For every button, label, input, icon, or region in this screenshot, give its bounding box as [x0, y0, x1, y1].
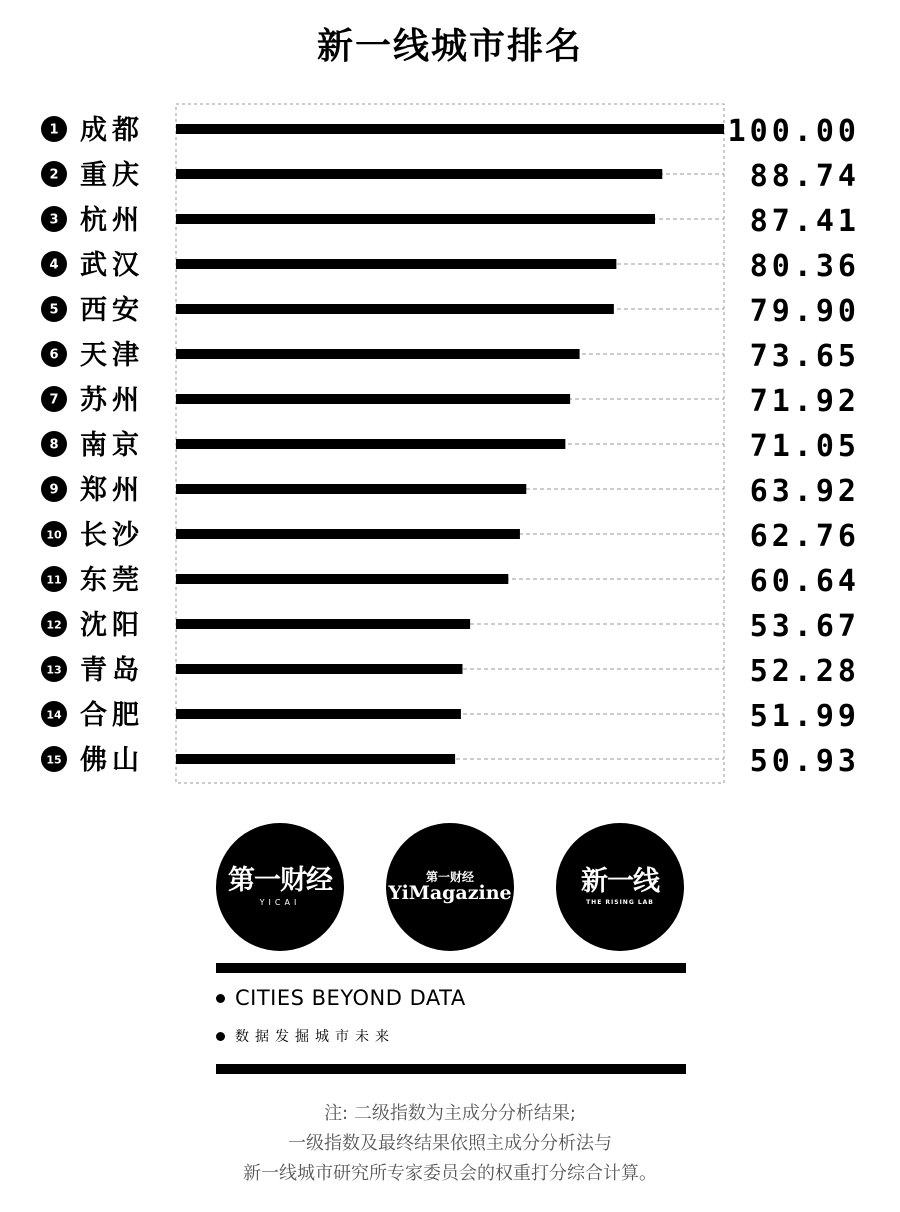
value-label: 50.93 [749, 744, 860, 779]
city-label: 佛山 [80, 745, 144, 776]
city-label: 杭州 [80, 205, 144, 236]
yicai-logo [216, 823, 344, 951]
bullet-dot [216, 994, 225, 1003]
footnote-line: 一级指数及最终结果依照主成分分析法与 [288, 1133, 612, 1154]
rank-number: 12 [46, 618, 62, 632]
city-label: 南京 [80, 430, 144, 461]
city-label: 天津 [80, 340, 144, 371]
slogan-chinese-text: 数据发掘城市未来 [235, 1029, 395, 1045]
city-label: 合肥 [80, 700, 144, 731]
bar [176, 619, 470, 629]
bar [176, 259, 616, 269]
bar [176, 754, 455, 764]
rank-number: 10 [46, 528, 62, 542]
city-label: 郑州 [80, 475, 144, 506]
footnote-line: 注: 二级指数为主成分分析结果; [324, 1103, 576, 1124]
yicai-logo-text: 第一财经 [228, 865, 332, 896]
value-label: 53.67 [749, 609, 860, 644]
city-label: 长沙 [80, 520, 144, 551]
footnotes [0, 1099, 900, 1189]
bar [176, 664, 462, 674]
value-label: 71.05 [749, 429, 860, 464]
city-label: 武汉 [80, 250, 144, 281]
yimagazine-logo-cn: 第一财经 [425, 869, 474, 884]
yimagazine-logo-text: YiMagazine [388, 882, 512, 905]
rank-number: 13 [46, 663, 62, 677]
value-label: 79.90 [749, 294, 860, 329]
divider-top [216, 963, 686, 973]
yimagazine-logo [386, 823, 514, 951]
bullet-dot [216, 1032, 225, 1041]
bar [176, 304, 614, 314]
slogan-chinese [216, 1026, 395, 1046]
bar [176, 349, 580, 359]
divider-bottom [216, 1064, 686, 1074]
city-label: 东莞 [80, 565, 144, 596]
value-label: 62.76 [749, 519, 860, 554]
rank-number: 4 [49, 257, 59, 273]
chart-title: 新一线城市排名 [316, 26, 583, 67]
yicai-logo-subtext: YICAI [259, 898, 301, 907]
value-label: 73.65 [749, 339, 860, 374]
rising-lab-logo-subtext: THE RISING LAB [586, 899, 654, 906]
value-label: 80.36 [749, 249, 860, 284]
value-label: 60.64 [749, 564, 860, 599]
city-label: 沈阳 [80, 610, 144, 641]
bar [176, 529, 520, 539]
bar [176, 214, 655, 224]
rank-number: 11 [46, 573, 62, 587]
city-label: 成都 [80, 115, 144, 146]
rank-number: 5 [49, 302, 59, 318]
bar [176, 394, 570, 404]
bar [176, 439, 565, 449]
rank-number: 2 [49, 167, 59, 183]
bar [176, 169, 662, 179]
value-label: 51.99 [749, 699, 860, 734]
footnote-line: 新一线城市研究所专家委员会的权重打分综合计算。 [243, 1163, 657, 1184]
rank-number: 1 [49, 122, 59, 138]
city-label: 青岛 [80, 655, 144, 686]
rank-number: 15 [46, 753, 62, 767]
rank-number: 6 [49, 347, 59, 363]
bar [176, 124, 724, 134]
rank-number: 3 [49, 212, 59, 228]
rank-number: 14 [46, 708, 62, 722]
city-label: 苏州 [80, 385, 144, 416]
value-label: 100.00 [727, 114, 860, 149]
rising-lab-logo-text: 新一线 [581, 866, 659, 897]
bar [176, 484, 526, 494]
bar [176, 709, 461, 719]
rank-number: 9 [49, 482, 59, 498]
slogan-english-text: CITIES BEYOND DATA [235, 986, 466, 1010]
value-label: 88.74 [749, 159, 860, 194]
rank-number: 7 [49, 392, 59, 408]
city-label: 西安 [80, 295, 144, 326]
value-label: 63.92 [749, 474, 860, 509]
city-label: 重庆 [80, 160, 144, 191]
value-label: 87.41 [749, 204, 860, 239]
slogan-english [216, 986, 466, 1010]
value-label: 52.28 [749, 654, 860, 689]
value-label: 71.92 [749, 384, 860, 419]
rising-lab-logo [556, 823, 684, 951]
logo-row [216, 823, 686, 951]
bar [176, 574, 508, 584]
rank-number: 8 [49, 437, 59, 453]
